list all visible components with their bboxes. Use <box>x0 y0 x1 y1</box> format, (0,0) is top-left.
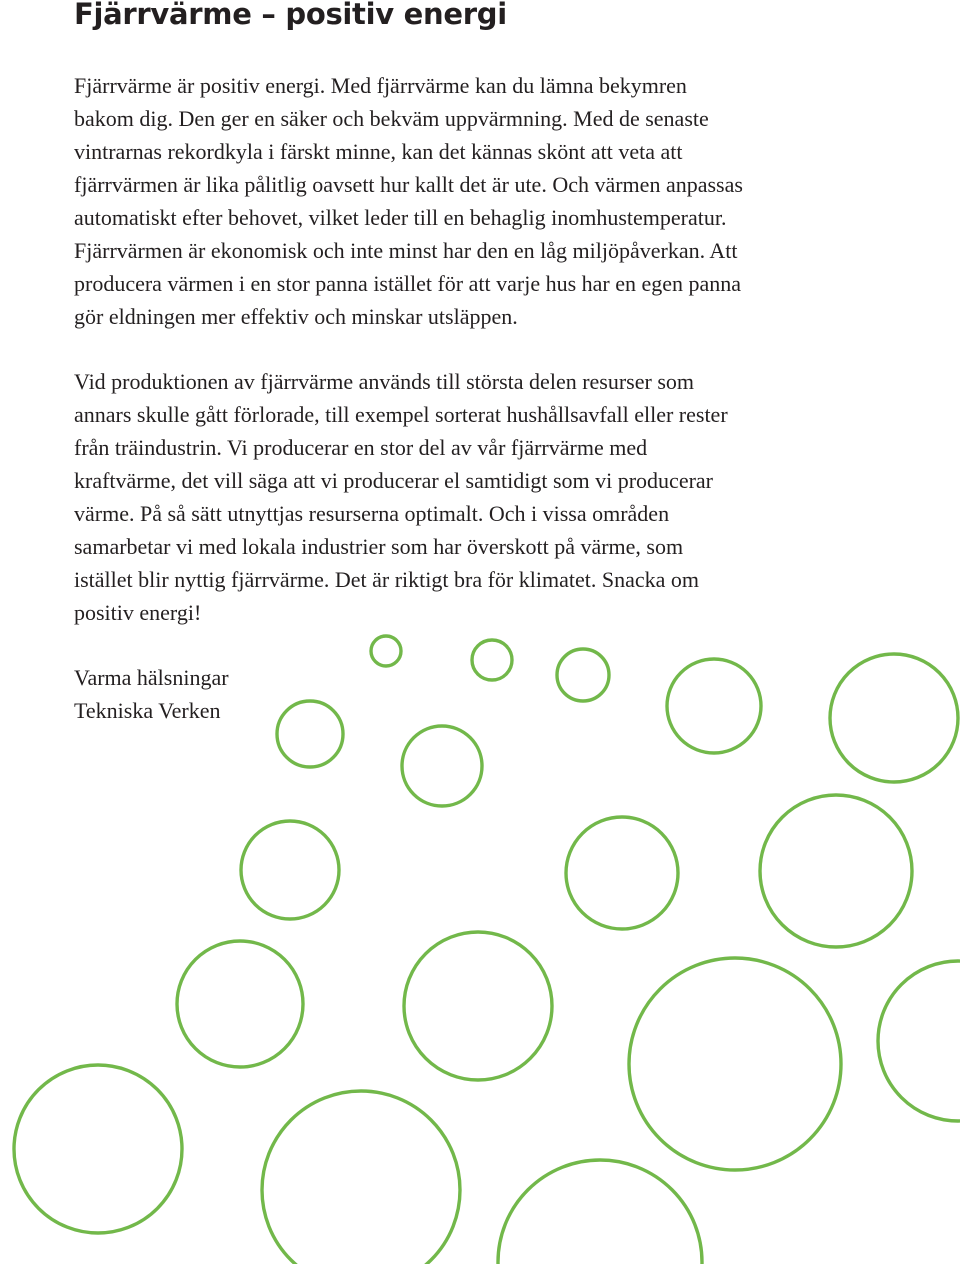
signoff-sender: Tekniska Verken <box>74 698 221 723</box>
decorative-circle <box>402 726 482 806</box>
decorative-circle <box>667 659 761 753</box>
decorative-circle <box>498 1160 702 1264</box>
decorative-circle <box>241 821 339 919</box>
signoff-greeting: Varma hälsningar <box>74 665 229 690</box>
decorative-circle <box>557 649 609 701</box>
intro-paragraph: Fjärrvärme är positiv energi. Med fjärrvärme kan du lämna bekymren bakom dig. Den ger en säker och bekväm uppvärmning. Med de senaste vintrarnas rekordkyla i färskt minne, kan det kännas skönt att veta att fjärrvärmen är lika pålitlig oavsett hur kallt det är ute. Och värmen anpassas automatiskt efter behovet, vilket leder till en behaglig inomhustemperatur. Fjärrvärmen är ekonomisk och inte minst har den en låg miljöpåverkan. Att producera värmen i en stor panna istället för att varje hus har en egen panna gör eldningen mer effektiv och minskar utsläppen. <box>74 73 743 329</box>
decorative-circle <box>371 636 401 666</box>
decorative-circle <box>760 795 912 947</box>
decorative-circle <box>830 654 958 782</box>
decorative-circle <box>629 958 841 1170</box>
page-title: Fjärrvärme – positiv energi <box>74 0 507 31</box>
decorative-circle <box>262 1091 460 1264</box>
production-paragraph: Vid produktionen av fjärrvärme används till största delen resurser som annars skulle gått förlorade, till exempel sorterat hushållsavfall eller rester från träindustrin. Vi producerar en stor del av vår fjärrvärme med kraftvärme, det vill säga att vi producerar el samtidigt som vi producerar värme. På så sätt utnyttjas resurserna optimalt. Och i vissa områden samarbetar vi med lokala industrier som har överskott på värme, som istället blir nyttig fjärrvärme. Det är riktigt bra för klimatet. Snacka om positiv energi! <box>74 369 728 625</box>
decorative-circle <box>472 640 512 680</box>
decorative-circle <box>566 817 678 929</box>
decorative-circle <box>404 932 552 1080</box>
decorative-circle <box>177 941 303 1067</box>
decorative-circle <box>14 1065 182 1233</box>
decorative-circle <box>277 701 343 767</box>
decorative-circle <box>878 961 960 1121</box>
